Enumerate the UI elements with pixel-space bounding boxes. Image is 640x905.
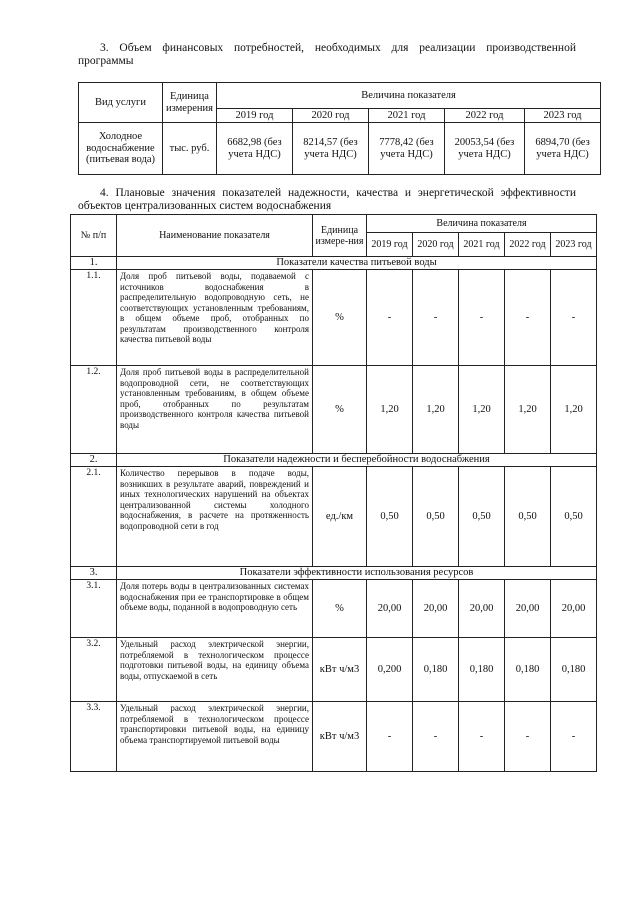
value-cell: - [413,702,459,772]
service-name: Холодное водоснабжение (питьевая вода) [79,123,163,175]
row-number: 3.1. [71,580,117,638]
value-cell: 20,00 [551,580,597,638]
unit-cell: % [313,580,367,638]
value-cell: 6682,98 (без учета НДС) [217,123,293,175]
unit-cell: ед./км [313,467,367,567]
value-cell: - [551,270,597,366]
value-cell: 8214,57 (без учета НДС) [293,123,369,175]
value-cell: - [505,702,551,772]
value-cell: - [459,702,505,772]
unit-cell: кВт ч/м3 [313,638,367,702]
group-number: 3. [71,567,117,580]
year-header: 2022 год [505,233,551,257]
unit-cell: тыс. руб. [163,123,217,175]
col-header-name: Наименование показателя [117,215,313,257]
value-cell: - [459,270,505,366]
year-header: 2020 год [293,109,369,123]
year-header: 2019 год [367,233,413,257]
value-cell: 0,180 [505,638,551,702]
indicators-table [70,214,597,772]
value-cell: 20,00 [459,580,505,638]
unit-cell: % [313,366,367,454]
col-header-value: Величина показателя [367,215,597,233]
value-cell: 0,50 [505,467,551,567]
value-cell: 0,50 [459,467,505,567]
value-cell: 0,50 [551,467,597,567]
value-cell: 1,20 [505,366,551,454]
value-cell: 0,180 [459,638,505,702]
indicator-name: Удельный расход электрической энергии, потребляемой в технологическом процессе подготовки питьевой воды, на единицу объема воды, отпускаемой в сеть [117,638,313,702]
section4-title: 4. Плановые значения показателей надежности, качества и энергетической эффективности объектов централизованных систем водоснабжения [78,187,576,212]
indicator-name: Доля проб питьевой воды, подаваемой с источников водоснабжения в распределительную водопроводную сеть, не соответствующих установленным требованиям, в общем объеме проб, отобранных по результатам производственного контроля качества питьевой воды [117,270,313,366]
col-header-unit: Единица измере-ния [313,215,367,257]
value-cell: 1,20 [459,366,505,454]
col-header-num: № п/п [71,215,117,257]
table-row [71,366,597,454]
year-header: 2021 год [459,233,505,257]
table-row [71,580,597,638]
value-cell: - [367,270,413,366]
value-cell: 7778,42 (без учета НДС) [369,123,445,175]
financial-needs-table [78,82,601,175]
year-header: 2021 год [369,109,445,123]
value-cell: 6894,70 (без учета НДС) [525,123,601,175]
value-cell: - [367,702,413,772]
group-title: Показатели надежности и бесперебойности водоснабжения [117,454,597,467]
value-cell: 0,180 [413,638,459,702]
section3-title: 3. Объем финансовых потребностей, необходимых для реализации производственной программы [78,42,576,67]
row-number: 2.1. [71,467,117,567]
row-number: 1.2. [71,366,117,454]
table-row [71,638,597,702]
year-header: 2022 год [445,109,525,123]
unit-cell: кВт ч/м3 [313,702,367,772]
table-row [71,467,597,567]
value-cell: - [413,270,459,366]
group-number: 2. [71,454,117,467]
row-number: 3.2. [71,638,117,702]
table-row [71,702,597,772]
value-cell: 0,50 [367,467,413,567]
value-cell: 20,00 [367,580,413,638]
year-header: 2023 год [525,109,601,123]
col-header-unit: Единица измерения [163,83,217,123]
value-cell: 0,180 [551,638,597,702]
unit-cell: % [313,270,367,366]
value-cell: 0,200 [367,638,413,702]
value-cell: 0,50 [413,467,459,567]
year-header: 2019 год [217,109,293,123]
indicator-name: Количество перерывов в подаче воды, возникших в результате аварий, повреждений и иных технологических нарушений на объектах централизованной системы холодного водоснабжения, в расчете на протяженность водопроводной сети в год [117,467,313,567]
group-title: Показатели эффективности использования ресурсов [117,567,597,580]
year-header: 2023 год [551,233,597,257]
value-cell: 1,20 [413,366,459,454]
indicator-name: Доля проб питьевой воды в распределительной водопроводной сети, не соответствующих установленным требованиям, в общем объеме проб, отобранных по результатам производственного контроля качества питьевой воды [117,366,313,454]
group-number: 1. [71,257,117,270]
value-cell: 20,00 [413,580,459,638]
row-number: 1.1. [71,270,117,366]
table-row [71,270,597,366]
value-cell: - [505,270,551,366]
row-number: 3.3. [71,702,117,772]
group-title: Показатели качества питьевой воды [117,257,597,270]
indicator-name: Доля потерь воды в централизованных системах водоснабжения при ее транспортировке в общем объеме воды, поданной в водопроводную сеть [117,580,313,638]
col-header-value: Величина показателя [217,83,601,109]
col-header-service: Вид услуги [79,83,163,123]
value-cell: 20053,54 (без учета НДС) [445,123,525,175]
year-header: 2020 год [413,233,459,257]
value-cell: - [551,702,597,772]
value-cell: 20,00 [505,580,551,638]
value-cell: 1,20 [551,366,597,454]
indicator-name: Удельный расход электрической энергии, потребляемой в технологическом процессе транспортировки питьевой воды, на единицу объема транспортируемой питьевой воды [117,702,313,772]
value-cell: 1,20 [367,366,413,454]
